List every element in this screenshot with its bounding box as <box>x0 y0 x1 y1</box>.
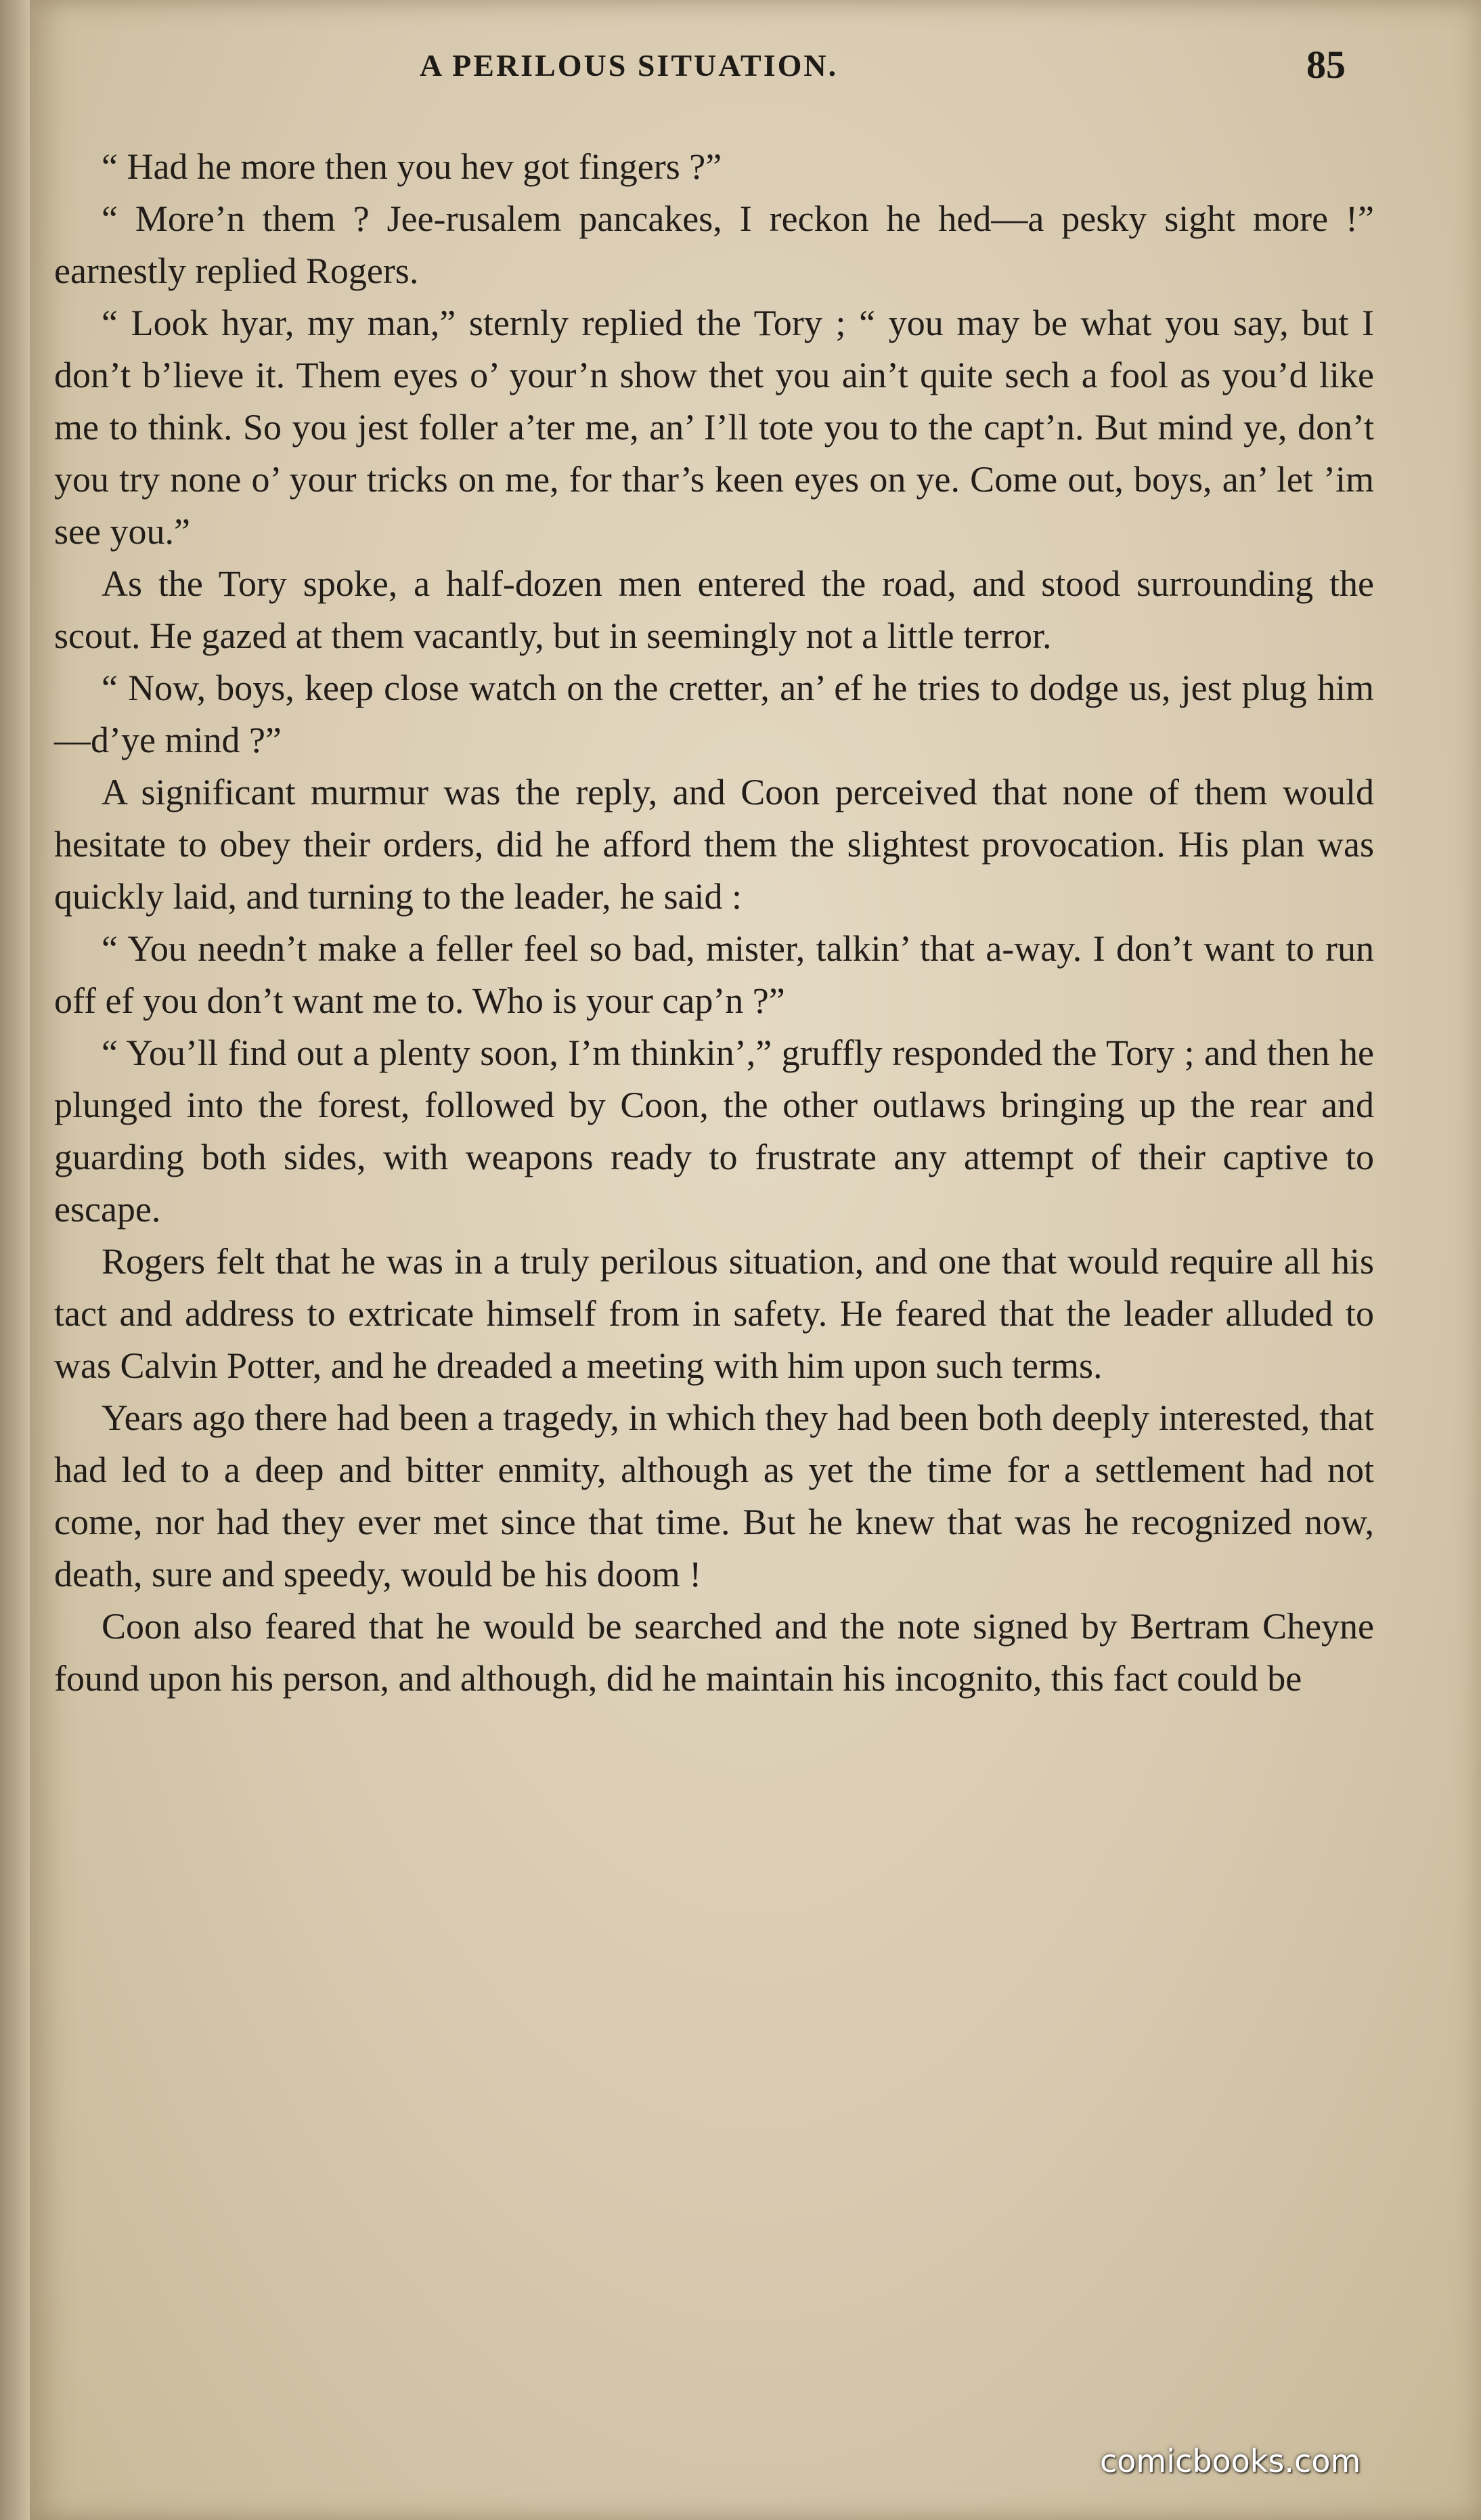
paragraph: Rogers felt that he was in a truly perilous situation, and one that would require all his tact and address to extricate himself from in safety. He feared that the leader alluded to was Calvin Potter, and he dreaded a meeting with him upon such terms. <box>54 1241 1374 1386</box>
body-text <box>54 141 1374 1705</box>
paragraph: Coon also feared that he would be searched and the note signed by Bertram Cheyne found upon his person, and although, did he maintain his incognito, this fact could be <box>54 1606 1374 1699</box>
paragraph: “ Look hyar, my man,” sternly replied the Tory ; “ you may be what you say, but I don’t b’lieve it. Them eyes o’ your’n show thet you ain’t quite sech a fool as you’d like me to think. So you jest foller a’ter me, an’ I’ll tote you to the capt’n. But mind ye, don’t you try none o’ your tricks on me, for thar’s keen eyes on ye. Come out, boys, an’ let ’im see you.” <box>54 303 1374 552</box>
paragraph: “ You needn’t make a feller feel so bad, mister, talkin’ that a-way. I don’t want to run off ef you don’t want me to. Who is your cap’n ?” <box>54 928 1374 1021</box>
paragraph: Years ago there had been a tragedy, in which they had been both deeply interested, that had led to a deep and bitter enmity, although as yet the time for a settlement had not come, nor had they ever met since that time. But he knew that was he recognized now, death, sure and speedy, would be his doom ! <box>54 1397 1374 1594</box>
watermark: comicbooks.com <box>1100 2443 1361 2479</box>
paragraph: As the Tory spoke, a half-dozen men entered the road, and stood surrounding the scout. He gazed at them vacantly, but in seemingly not a little terror. <box>54 563 1374 656</box>
running-head: A PERILOUS SITUATION. <box>420 48 839 83</box>
page-header <box>0 42 1481 96</box>
paragraph: “ More’n them ? Jee-rusalem pancakes, I reckon he hed—a pesky sight more !” earnestly replied Rogers. <box>54 198 1374 291</box>
page-number: 85 <box>1306 43 1346 87</box>
paragraph: “ Now, boys, keep close watch on the cretter, an’ ef he tries to dodge us, jest plug him—d’ye mind ?” <box>54 668 1374 760</box>
paragraph: “ Had he more then you hev got fingers ?” <box>102 146 722 187</box>
page-gutter <box>0 0 30 2520</box>
paragraph: “ You’ll find out a plenty soon, I’m thinkin’,” gruffly responded the Tory ; and then he plunged into the forest, followed by Coon, the other outlaws bringing up the rear and guarding both sides, with weapons ready to frustrate any attempt of their captive to escape. <box>54 1033 1374 1230</box>
paragraph: A significant murmur was the reply, and Coon perceived that none of them would hesitate to obey their orders, did he afford them the slightest provocation. His plan was quickly laid, and turning to the leader, he said : <box>54 772 1374 917</box>
